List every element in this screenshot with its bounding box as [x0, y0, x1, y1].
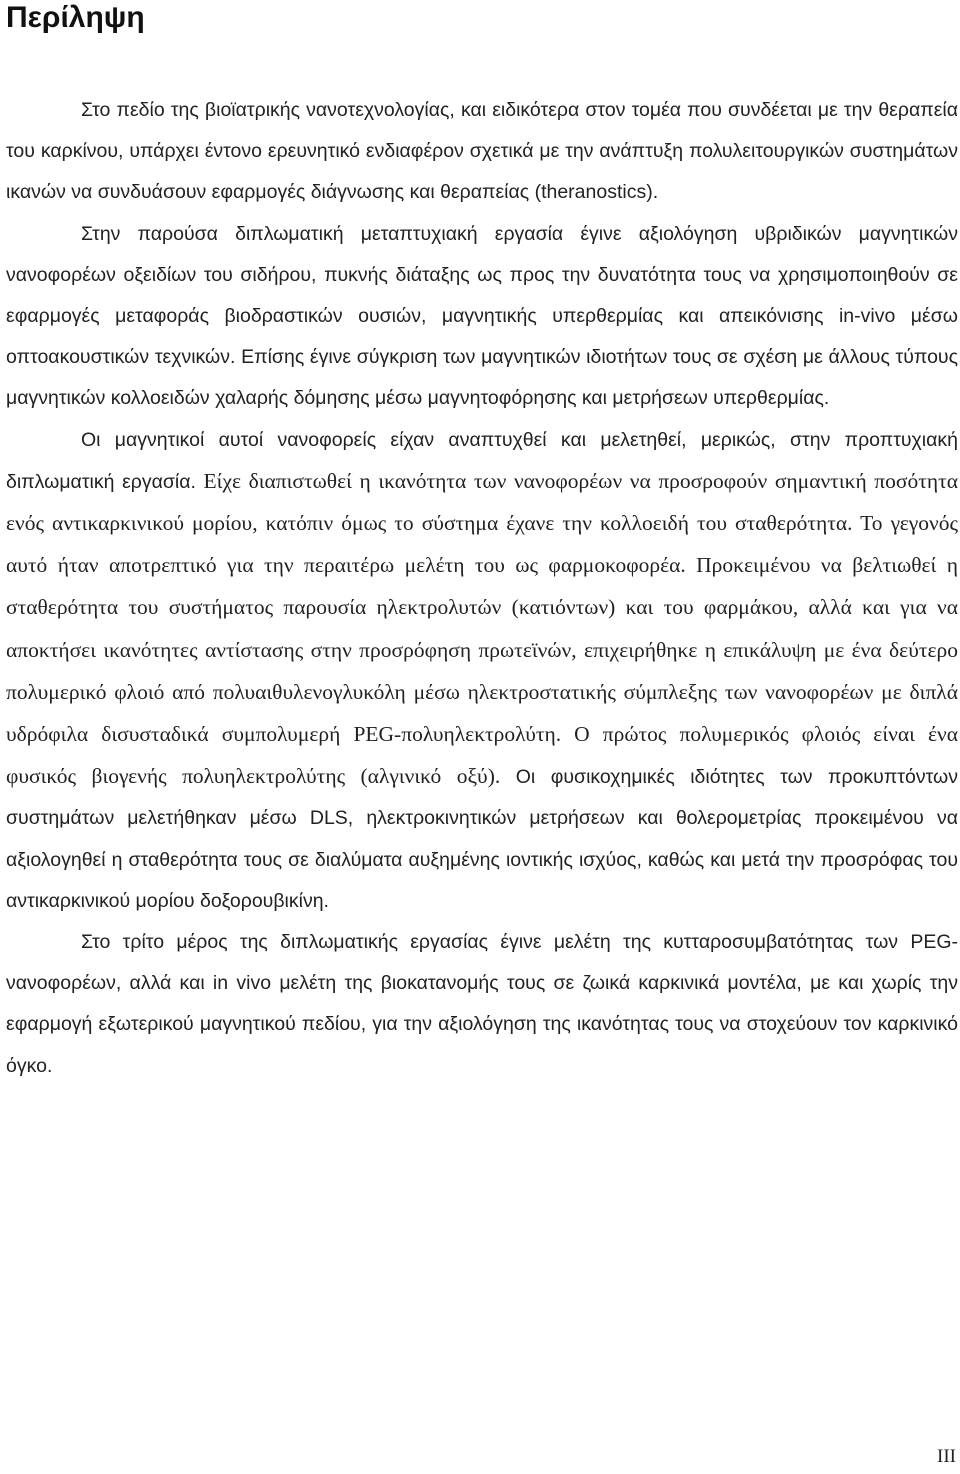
paragraph-1 [6, 90, 958, 214]
paragraph-2 [6, 214, 958, 420]
paragraph-3-intro: Οι μαγνητικοί αυτοί νανοφορείς είχαν αναπτυχθεί και μελετηθεί, μερικώς, στην προπτυχιακή διπλωματική εργασία. [6, 428, 958, 493]
paragraph-2-text: Στην παρούσα διπλωματική μεταπτυχιακή εργασία έγινε αξιολόγηση υβριδικών μαγνητικών νανοφορέων οξειδίων του σιδήρου, πυκνής διάταξης ως προς την δυνατότητα τους να χρησιμοποιηθούν σε εφαρμογές μεταφοράς βιοδραστικών ουσιών, μαγνητικής υπερθερμίας και απεικόνισης in-vivo μέσω οπτοακουστικών τεχνικών. Επίσης έγινε σύγκριση των μαγνητικών ιδιοτήτων τους σε σχέση με άλλους τύπους μαγνητικών κολλοειδών χαλαρής δόμησης μέσω μαγνητοφόρησης και μετρήσεων υπερθερμίας. [6, 222, 958, 410]
paragraph-4-text: Στο τρίτο μέρος της διπλωματικής εργασίας έγινε μελέτη της κυτταροσυμβατότητας των PEG-νανοφορέων, αλλά και in vivo μελέτη της βιοκατανομής τους σε ζωικά καρκινικά μοντέλα, με και χωρίς την εφαρμογή εξωτερικού μαγνητικού πεδίου, για την αξιολόγηση της ικανότητας τους να στοχεύουν τον καρκινικό όγκο. [6, 931, 958, 1077]
paragraph-3-serif-text: Είχε διαπιστωθεί η ικανότητα των νανοφορέων να προσροφούν σημαντική ποσότητα ενός αντικαρκινικού μορίου, κατόπιν όμως το σύστημα έχανε την κολλοειδή του σταθερότητα. Το γεγονός αυτό ήταν αποτρεπτικό για την περαιτέρω μελέτη του ως φαρμοκοφορέα. Προκειμένου να βελτιωθεί η σταθερότητα του συστήματος παρουσία ηλεκτρολυτών (κατιόντων) και του φαρμάκου, αλλά και για να αποκτήσει ικανότητες αντίστασης στην προσρόφηση πρωτεϊνών, επιχειρήθηκε η επικάλυψη με ένα δεύτερο πολυμερικό φλοιό από πολυαιθυλενογλυκόλη μέσω ηλεκτροστατικής σύμπλεξης των νανοφορέων με διπλά υδρόφιλα δισυσταδικά συμπολυμερή PEG-πολυηλεκτρολύτη. Ο πρώτος πολυμερικός φλοιός είναι ένα φυσικός βιογενής πολυηλεκτρολύτης (αλγινικό οξύ). [6, 468, 958, 789]
page-number: III [937, 1446, 956, 1467]
paragraph-1-text: Στο πεδίο της βιοϊατρικής νανοτεχνολογίας, και ειδικότερα στον τομέα που συνδέεται με την θεραπεία του καρκίνου, υπάρχει έντονο ερευνητικό ενδιαφέρον σχετικά με την ανάπτυξη πολυλειτουργικών συστημάτων ικανών να συνδυάσουν εφαρμογές διάγνωσης και θεραπείας (theranostics). [6, 99, 958, 204]
paragraph-4 [6, 922, 958, 1087]
paragraph-3-outro: Οι φυσικοχημικές ιδιότητες των προκυπτόντων συστημάτων μελετήθηκαν μέσω DLS, ηλεκτροκινητικών μετρήσεων και θολερομετρίας προκειμένου να αξιολογηθεί η σταθερότητα τους σε διαλύματα αυξημένης ιοντικής ισχύος, καθώς και μετά την προσρόφας του αντικαρκινικού μορίου δοξορουβικίνη. [6, 766, 958, 912]
paragraph-3 [6, 420, 958, 922]
abstract-body [6, 90, 958, 1087]
page-title: Περίληψη [6, 1, 145, 34]
